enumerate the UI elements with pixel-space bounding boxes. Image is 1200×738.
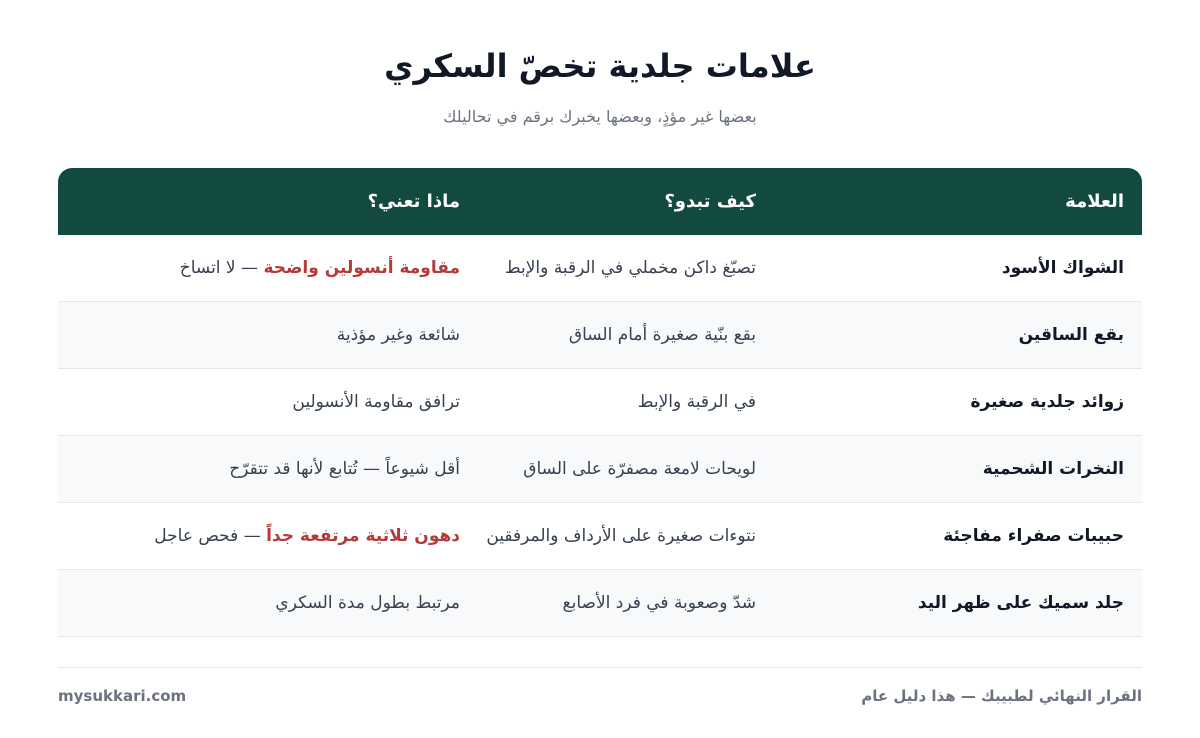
sign-cell: حبيبات صفراء مفاجئة [943, 526, 1124, 546]
column-header-meaning: ماذا تعني؟ [367, 191, 460, 212]
sign-cell: جلد سميك على ظهر اليد [917, 593, 1124, 613]
sign-cell: بقع الساقين [1018, 325, 1124, 345]
table-header [58, 168, 1142, 235]
page-title: علامات جلدية تخصّ السكري [384, 47, 816, 85]
meaning-highlight: مقاومة أنسولين واضحة [263, 258, 460, 278]
meaning-separator: — [238, 526, 267, 546]
table-row [58, 503, 1142, 570]
look-cell: بقع بنّية صغيرة أمام الساق [568, 325, 756, 345]
table-row [58, 369, 1142, 436]
footer-divider [58, 667, 1142, 668]
look-cell: شدّ وصعوبة في فرد الأصابع [562, 593, 756, 613]
table-row [58, 436, 1142, 503]
column-header-look: كيف تبدو؟ [664, 191, 756, 212]
meaning-cell [58, 258, 460, 278]
look-cell: لويحات لامعة مصفرّة على الساق [523, 459, 756, 479]
meaning-separator: — [235, 258, 264, 278]
meaning-cell [58, 526, 460, 546]
meaning-cell: شائعة وغير مؤذية [336, 325, 460, 345]
table-row [58, 302, 1142, 369]
skin-signs-table [58, 168, 1142, 637]
meaning-cell: ترافق مقاومة الأنسولين [292, 392, 460, 412]
look-cell: في الرقبة والإبط [637, 392, 756, 412]
look-cell: تصبّغ داكن مخملي في الرقبة والإبط [504, 258, 756, 278]
footer-disclaimer: القرار النهائي لطبيبك — هذا دليل عام [861, 687, 1142, 705]
page-subtitle: بعضها غير مؤذٍ، وبعضها يخبرك برقم في تحاليلك [443, 107, 757, 126]
column-header-sign: العلامة [1065, 191, 1124, 212]
meaning-rest: فحص عاجل [154, 526, 239, 546]
table-row [58, 570, 1142, 637]
meaning-highlight: دهون ثلاثية مرتفعة جداً [266, 526, 460, 546]
table-row [58, 235, 1142, 302]
sign-cell: النخرات الشحمية [982, 459, 1124, 479]
look-cell: نتوءات صغيرة على الأرداف والمرفقين [486, 526, 756, 546]
meaning-cell: مرتبط بطول مدة السكري [275, 593, 460, 613]
footer-site-link[interactable]: mysukkari.com [58, 687, 187, 705]
meaning-cell: أقل شيوعاً — تُتابع لأنها قد تتقرّح [229, 459, 460, 479]
meaning-rest: لا اتساخ [179, 258, 236, 278]
sign-cell: زوائد جلدية صغيرة [970, 392, 1124, 412]
sign-cell: الشواك الأسود [1001, 258, 1124, 278]
